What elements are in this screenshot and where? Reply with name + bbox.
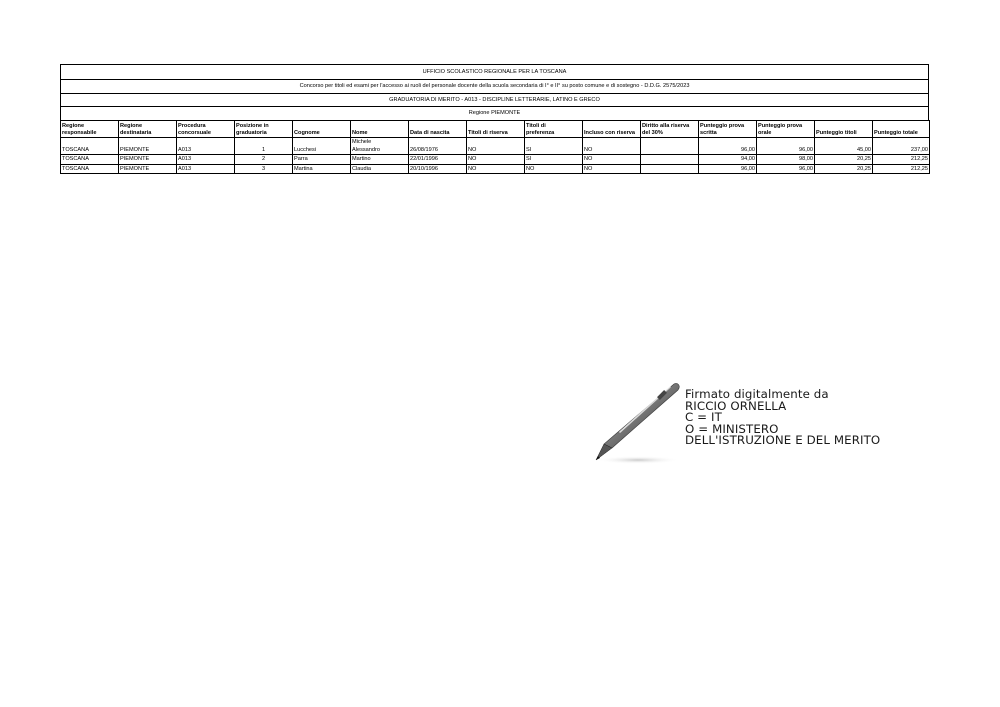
cell-procedura: A013 [177,155,235,165]
cell-punteggio-titoli: 45,00 [815,146,873,155]
column-header: Cognome [293,120,351,137]
competition-title: Concorso per titoli ed esami per l'accesso ai ruoli del personale docente della scuola secondaria di I° e II° su posto comune e di sostegno - D.D.G. 2575/2023 [61,80,928,94]
column-header: Punteggio totale [873,120,930,137]
cell-cognome: Lucchesi [293,146,351,155]
cell-punteggio-orale: 96,00 [757,164,815,174]
cell-punteggio-totale: 212,25 [873,164,930,174]
cell-incluso-riserva: NO [583,164,641,174]
cell-nome: Claudia [351,164,409,174]
cell-diritto-riserva [641,155,699,165]
cell-regione-destinataria: PIEMONTE [119,164,177,174]
signature-line: Firmato digitalmente da [685,387,829,401]
cell-nome: Alessandro [351,146,409,155]
column-header: Regione destinataria [119,120,177,137]
table-header-row [61,120,930,137]
cell-regione-responsabile: TOSCANA [61,155,119,165]
cell-nome-first: Michele [351,137,409,146]
cell-data-nascita: 26/08/1976 [409,146,467,155]
cell-data-nascita: 22/01/1996 [409,155,467,165]
column-header: Titoli di riserva [467,120,525,137]
cell-data-nascita: 20/10/1996 [409,164,467,174]
column-header: Punteggio prova scritta [699,120,757,137]
column-header: Nome [351,120,409,137]
column-header: Punteggio titoli [815,120,873,137]
cell-punteggio-scritta: 96,00 [699,146,757,155]
ranking-table [60,120,930,175]
cell-titoli-riserva: NO [467,155,525,165]
cell-posizione: 2 [235,155,293,165]
column-header: Procedura concorsuale [177,120,235,137]
cell-regione-responsabile: TOSCANA [61,164,119,174]
cell-posizione: 3 [235,164,293,174]
column-header: Regione responsabile [61,120,119,137]
office-title: UFFICIO SCOLASTICO REGIONALE PER LA TOSCANA [61,65,928,80]
cell-punteggio-titoli: 20,25 [815,155,873,165]
region-title: Regione PIEMONTE [468,110,521,116]
pen-icon [590,378,682,468]
cell-punteggio-titoli: 20,25 [815,164,873,174]
signature-organization: O = MINISTERO [685,421,779,436]
cell-punteggio-totale: 237,00 [873,146,930,155]
table-row [61,164,930,174]
column-header: Punteggio prova orale [757,120,815,137]
column-header: Posizione in graduatoria [235,120,293,137]
cell-incluso-riserva: NO [583,155,641,165]
cell-procedura: A013 [177,164,235,174]
cell-regione-responsabile: TOSCANA [61,146,119,155]
cell-punteggio-totale: 212,25 [873,155,930,165]
cell-punteggio-orale: 98,00 [757,155,815,165]
cell-punteggio-orale: 96,00 [757,146,815,155]
column-header: Diritto alla riserva del 30% [641,120,699,137]
cell-titoli-riserva: NO [467,146,525,155]
column-header: Data di nascita [409,120,467,137]
cell-incluso-riserva: NO [583,146,641,155]
cell-posizione: 1 [235,146,293,155]
cell-cognome: Parra [293,155,351,165]
column-header: Incluso con riserva [583,120,641,137]
cell-punteggio-scritta: 96,00 [699,164,757,174]
signature-country: C = IT [685,410,722,425]
column-header: Titoli di preferenza [525,120,583,137]
cell-punteggio-scritta: 94,00 [699,155,757,165]
cell-diritto-riserva [641,146,699,155]
digital-signature [590,378,910,468]
cell-diritto-riserva [641,164,699,174]
cell-cognome: Martina [293,164,351,174]
cell-nome: Martino [351,155,409,165]
table-row [61,146,930,155]
signature-organization-cont: DELL'ISTRUZIONE E DEL MERITO [685,433,881,448]
cell-titoli-preferenza: SI [525,155,583,165]
ranking-document [60,64,929,174]
cell-titoli-preferenza: SI [525,146,583,155]
cell-procedura: A013 [177,146,235,155]
cell-titoli-riserva: NO [467,164,525,174]
document-header [60,64,929,120]
cell-regione-destinataria: PIEMONTE [119,146,177,155]
table-row-wrap [61,137,930,146]
signer-name: RICCIO ORNELLA [685,398,787,413]
cell-titoli-preferenza: NO [525,164,583,174]
cell-regione-destinataria: PIEMONTE [119,155,177,165]
ranking-title: GRADUATORIA DI MERITO - A013 - DISCIPLINE LETTERARIE, LATINO E GRECO [61,94,928,108]
table-row [61,155,930,165]
signature-text [685,389,880,447]
